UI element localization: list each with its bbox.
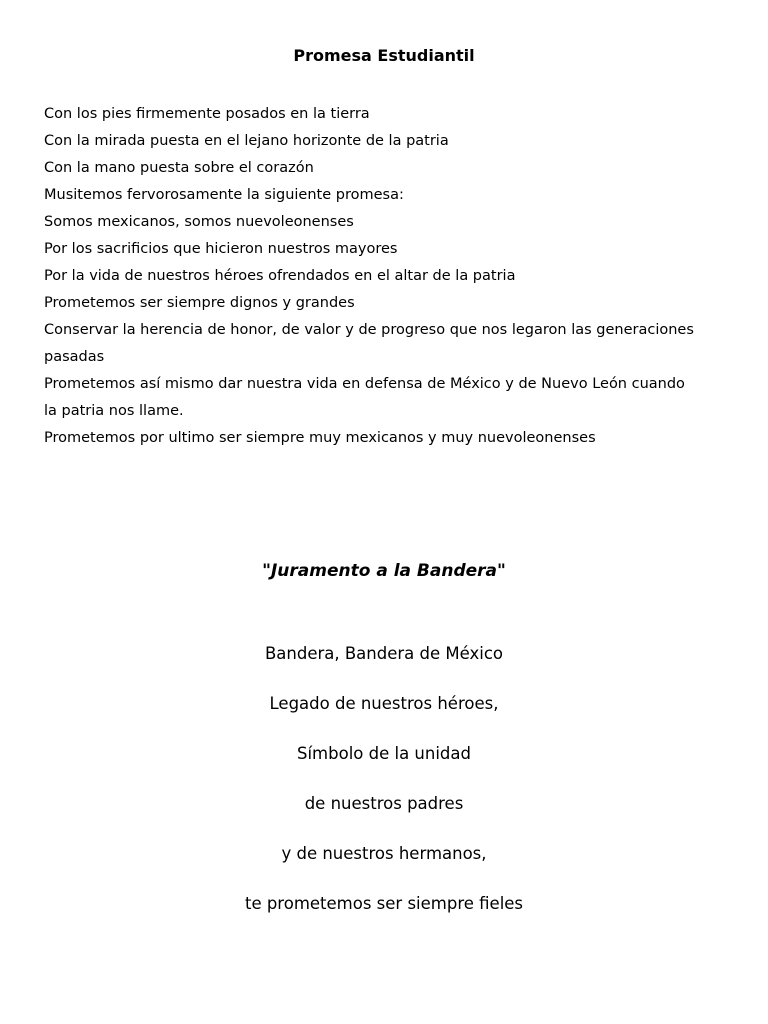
juramento-line: Legado de nuestros héroes, [269,694,499,713]
promesa-line: Con los pies firmemente posados en la tierra [44,106,370,122]
promesa-line: Conservar la herencia de honor, de valor y de progreso que nos legaron las generaciones [44,322,694,338]
promesa-line: Prometemos así mismo dar nuestra vida en defensa de México y de Nuevo León cuando [44,376,685,392]
juramento-line: de nuestros padres [304,794,464,813]
juramento-title-quote-close: " [497,561,506,581]
promesa-line: Con la mirada puesta en el lejano horizonte de la patria [44,133,449,149]
juramento-title-text: Juramento a la Bandera [270,561,498,581]
promesa-line: Prometemos ser siempre dignos y grandes [44,295,355,311]
promesa-line: Por la vida de nuestros héroes ofrendados en el altar de la patria [44,268,516,284]
promesa-line: Somos mexicanos, somos nuevoleonenses [44,214,354,230]
juramento-line: Bandera, Bandera de México [264,644,504,663]
juramento-line: Símbolo de la unidad [297,744,471,763]
juramento-title-quote-open: " [262,561,271,581]
juramento-line: te prometemos ser siempre fieles [244,894,524,913]
promesa-line: la patria nos llame. [44,403,184,419]
promesa-text [44,101,734,452]
promesa-line: Prometemos por ultimo ser siempre muy mexicanos y muy nuevoleonenses [44,430,596,446]
juramento-title [0,559,768,583]
promesa-line: Musitemos fervorosamente la siguiente promesa: [44,187,404,203]
promesa-line: pasadas [44,349,105,365]
promesa-line: Por los sacrificios que hicieron nuestros mayores [44,241,398,257]
juramento-text [0,642,768,942]
promesa-line: Con la mano puesta sobre el corazón [44,160,314,176]
promesa-title: Promesa Estudiantil [293,46,475,65]
juramento-line: y de nuestros hermanos, [281,844,487,863]
